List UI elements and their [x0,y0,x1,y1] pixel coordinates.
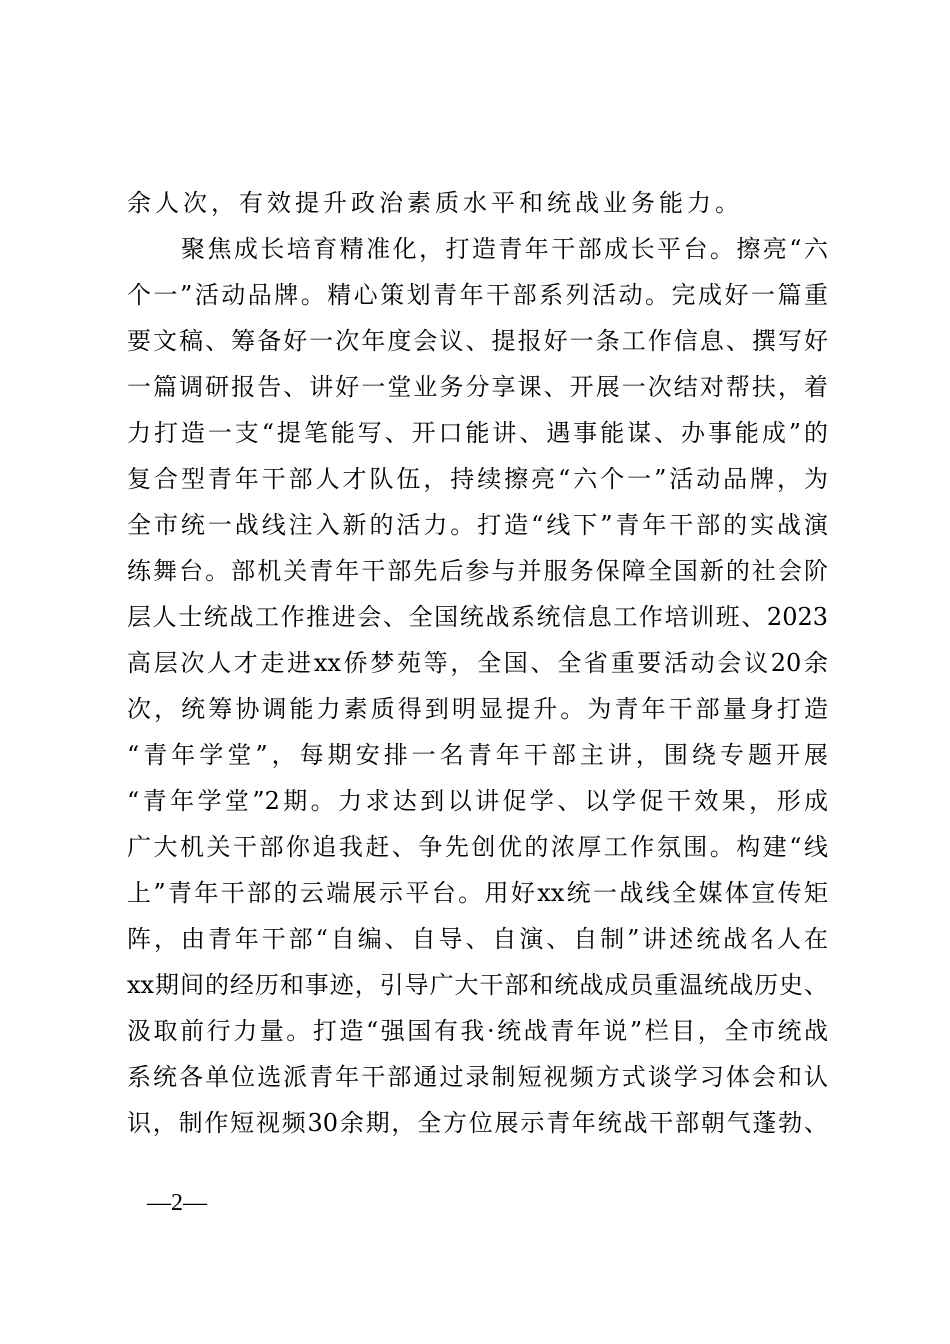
text-line: 高层次人才走进xx侨梦苑等，全国、全省重要活动会议20余 [127,649,828,677]
text-line: 识，制作短视频30余期，全方位展示青年统战干部朝气蓬勃、 [127,1109,828,1137]
text-line: 复合型青年干部人才队伍，持续擦亮“六个一”活动品牌，为 [127,465,828,493]
document-body [127,180,828,1146]
text-line: “青年学堂”，每期安排一名青年干部主讲，围绕专题开展 [127,741,828,769]
text-line: 阵，由青年干部“自编、自导、自演、自制”讲述统战名人在 [127,925,828,953]
page-number: —2— [147,1190,207,1216]
text-line: 层人士统战工作推进会、全国统战系统信息工作培训班、2023 [127,603,828,631]
text-line: 力打造一支“提笔能写、开口能讲、遇事能谋、办事能成”的 [127,419,828,447]
text-line: 个一”活动品牌。精心策划青年干部系列活动。完成好一篇重 [127,281,828,309]
text-line: xx期间的经历和事迹，引导广大干部和统战成员重温统战历史、 [127,971,828,999]
text-line: “青年学堂”2期。力求达到以讲促学、以学促干效果，形成 [127,787,828,815]
text-line: 系统各单位选派青年干部通过录制短视频方式谈学习体会和认 [127,1063,828,1091]
text-line: 广大机关干部你追我赶、争先创优的浓厚工作氛围。构建“线 [127,833,828,861]
text-line: 汲取前行力量。打造“强国有我·统战青年说”栏目，全市统战 [127,1017,828,1045]
text-line: 要文稿、筹备好一次年度会议、提报好一条工作信息、撰写好 [127,327,828,355]
text-line: 全市统一战线注入新的活力。打造“线下”青年干部的实战演 [127,511,828,539]
text-line: 聚焦成长培育精准化，打造青年干部成长平台。擦亮“六 [181,235,828,263]
text-line: 余人次，有效提升政治素质水平和统战业务能力。 [127,189,743,217]
text-line: 上”青年干部的云端展示平台。用好xx统一战线全媒体宣传矩 [127,879,828,907]
text-line: 次，统筹协调能力素质得到明显提升。为青年干部量身打造 [127,695,828,723]
text-line: 练舞台。部机关青年干部先后参与并服务保障全国新的社会阶 [127,557,828,585]
text-line: 一篇调研报告、讲好一堂业务分享课、开展一次结对帮扶，着 [127,373,828,401]
